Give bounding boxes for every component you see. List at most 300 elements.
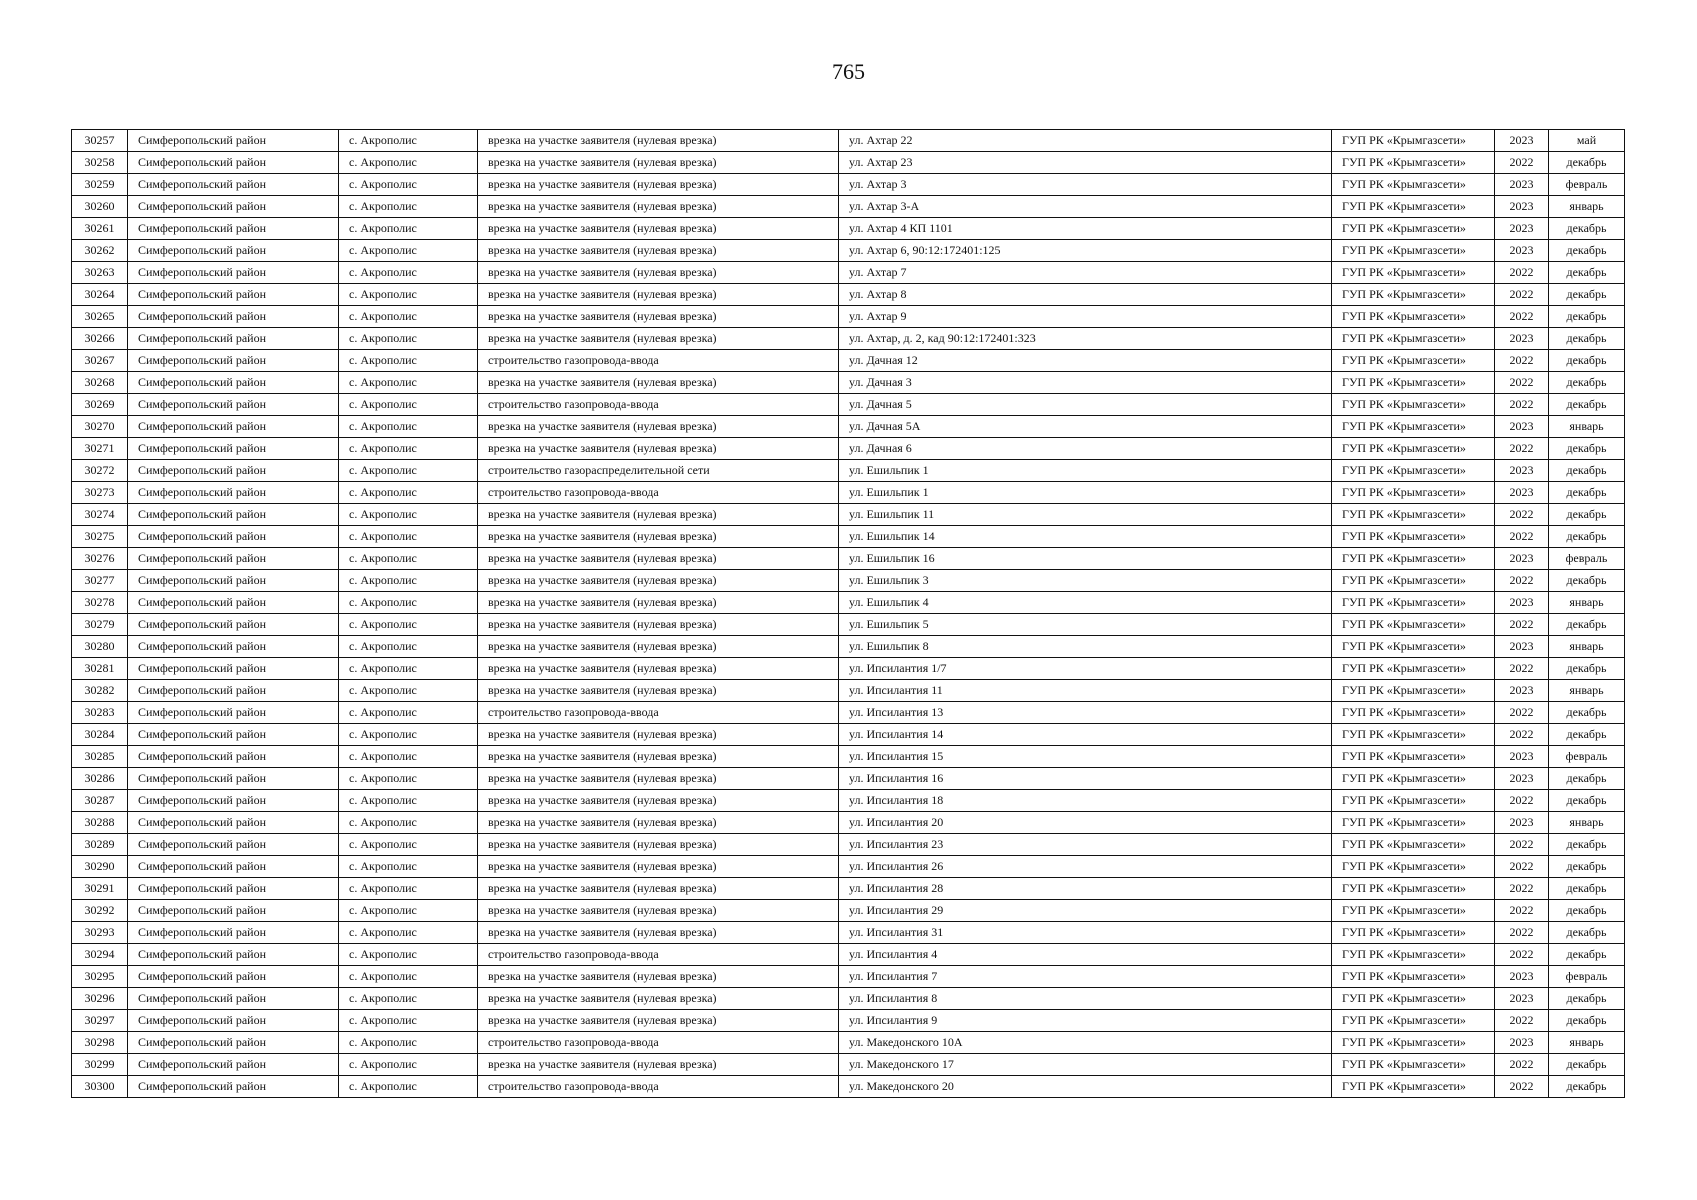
row-number-cell: 30291: [72, 878, 128, 900]
address-cell: ул. Дачная 5А: [839, 416, 1332, 438]
address-cell: ул. Ипсилантия 4: [839, 944, 1332, 966]
locality-cell: с. Акрополис: [339, 328, 478, 350]
address-cell: ул. Ешильпик 16: [839, 548, 1332, 570]
organization-cell: ГУП РК «Крымгазсети»: [1332, 570, 1495, 592]
year-cell: 2022: [1495, 1010, 1549, 1032]
work-type-cell: врезка на участке заявителя (нулевая врезка): [478, 856, 839, 878]
month-cell: декабрь: [1549, 988, 1625, 1010]
month-cell: декабрь: [1549, 262, 1625, 284]
month-cell: май: [1549, 130, 1625, 152]
address-cell: ул. Ипсилантия 26: [839, 856, 1332, 878]
locality-cell: с. Акрополис: [339, 658, 478, 680]
row-number-cell: 30294: [72, 944, 128, 966]
year-cell: 2023: [1495, 812, 1549, 834]
row-number-cell: 30288: [72, 812, 128, 834]
row-number-cell: 30276: [72, 548, 128, 570]
district-cell: Симферопольский район: [128, 526, 339, 548]
organization-cell: ГУП РК «Крымгазсети»: [1332, 746, 1495, 768]
work-type-cell: врезка на участке заявителя (нулевая врезка): [478, 636, 839, 658]
organization-cell: ГУП РК «Крымгазсети»: [1332, 988, 1495, 1010]
row-number-cell: 30278: [72, 592, 128, 614]
table-row: [72, 460, 1625, 482]
address-cell: ул. Ешильпик 14: [839, 526, 1332, 548]
organization-cell: ГУП РК «Крымгазсети»: [1332, 504, 1495, 526]
address-cell: ул. Дачная 6: [839, 438, 1332, 460]
organization-cell: ГУП РК «Крымгазсети»: [1332, 218, 1495, 240]
year-cell: 2023: [1495, 768, 1549, 790]
table-row: [72, 900, 1625, 922]
locality-cell: с. Акрополис: [339, 482, 478, 504]
month-cell: декабрь: [1549, 944, 1625, 966]
address-cell: ул. Ахтар 3: [839, 174, 1332, 196]
district-cell: Симферопольский район: [128, 130, 339, 152]
address-cell: ул. Ешильпик 1: [839, 460, 1332, 482]
work-type-cell: врезка на участке заявителя (нулевая врезка): [478, 922, 839, 944]
year-cell: 2022: [1495, 262, 1549, 284]
organization-cell: ГУП РК «Крымгазсети»: [1332, 328, 1495, 350]
month-cell: декабрь: [1549, 724, 1625, 746]
month-cell: декабрь: [1549, 768, 1625, 790]
year-cell: 2023: [1495, 174, 1549, 196]
work-type-cell: врезка на участке заявителя (нулевая врезка): [478, 416, 839, 438]
address-cell: ул. Ешильпик 11: [839, 504, 1332, 526]
district-cell: Симферопольский район: [128, 900, 339, 922]
organization-cell: ГУП РК «Крымгазсети»: [1332, 724, 1495, 746]
work-type-cell: врезка на участке заявителя (нулевая врезка): [478, 834, 839, 856]
district-cell: Симферопольский район: [128, 218, 339, 240]
row-number-cell: 30265: [72, 306, 128, 328]
month-cell: декабрь: [1549, 240, 1625, 262]
work-type-cell: врезка на участке заявителя (нулевая врезка): [478, 768, 839, 790]
month-cell: декабрь: [1549, 460, 1625, 482]
month-cell: январь: [1549, 592, 1625, 614]
row-number-cell: 30259: [72, 174, 128, 196]
district-cell: Симферопольский район: [128, 306, 339, 328]
address-cell: ул. Ипсилантия 31: [839, 922, 1332, 944]
district-cell: Симферопольский район: [128, 812, 339, 834]
month-cell: декабрь: [1549, 570, 1625, 592]
locality-cell: с. Акрополис: [339, 526, 478, 548]
table-row: [72, 438, 1625, 460]
locality-cell: с. Акрополис: [339, 218, 478, 240]
organization-cell: ГУП РК «Крымгазсети»: [1332, 1054, 1495, 1076]
address-cell: ул. Ахтар, д. 2, кад 90:12:172401:323: [839, 328, 1332, 350]
address-cell: ул. Ахтар 9: [839, 306, 1332, 328]
district-cell: Симферопольский район: [128, 394, 339, 416]
month-cell: февраль: [1549, 174, 1625, 196]
district-cell: Симферопольский район: [128, 592, 339, 614]
row-number-cell: 30272: [72, 460, 128, 482]
address-cell: ул. Ипсилантия 23: [839, 834, 1332, 856]
address-cell: ул. Ипсилантия 16: [839, 768, 1332, 790]
table-row: [72, 196, 1625, 218]
organization-cell: ГУП РК «Крымгазсети»: [1332, 1010, 1495, 1032]
work-type-cell: врезка на участке заявителя (нулевая врезка): [478, 306, 839, 328]
organization-cell: ГУП РК «Крымгазсети»: [1332, 526, 1495, 548]
month-cell: декабрь: [1549, 658, 1625, 680]
table-row: [72, 834, 1625, 856]
district-cell: Симферопольский район: [128, 372, 339, 394]
locality-cell: с. Акрополис: [339, 922, 478, 944]
organization-cell: ГУП РК «Крымгазсети»: [1332, 856, 1495, 878]
row-number-cell: 30284: [72, 724, 128, 746]
month-cell: декабрь: [1549, 702, 1625, 724]
row-number-cell: 30263: [72, 262, 128, 284]
table-row: [72, 658, 1625, 680]
work-type-cell: врезка на участке заявителя (нулевая врезка): [478, 372, 839, 394]
month-cell: январь: [1549, 1032, 1625, 1054]
year-cell: 2022: [1495, 350, 1549, 372]
organization-cell: ГУП РК «Крымгазсети»: [1332, 174, 1495, 196]
district-cell: Симферопольский район: [128, 746, 339, 768]
table-row: [72, 592, 1625, 614]
month-cell: январь: [1549, 636, 1625, 658]
organization-cell: ГУП РК «Крымгазсети»: [1332, 130, 1495, 152]
organization-cell: ГУП РК «Крымгазсети»: [1332, 592, 1495, 614]
table-row: [72, 702, 1625, 724]
organization-cell: ГУП РК «Крымгазсети»: [1332, 966, 1495, 988]
year-cell: 2022: [1495, 306, 1549, 328]
month-cell: декабрь: [1549, 482, 1625, 504]
address-cell: ул. Ахтар 23: [839, 152, 1332, 174]
address-cell: ул. Ипсилантия 29: [839, 900, 1332, 922]
row-number-cell: 30290: [72, 856, 128, 878]
year-cell: 2022: [1495, 570, 1549, 592]
address-cell: ул. Ешильпик 3: [839, 570, 1332, 592]
work-type-cell: врезка на участке заявителя (нулевая врезка): [478, 526, 839, 548]
month-cell: декабрь: [1549, 350, 1625, 372]
district-cell: Симферопольский район: [128, 1054, 339, 1076]
month-cell: декабрь: [1549, 614, 1625, 636]
row-number-cell: 30262: [72, 240, 128, 262]
table-row: [72, 372, 1625, 394]
table-row: [72, 636, 1625, 658]
district-cell: Симферопольский район: [128, 614, 339, 636]
table-row: [72, 218, 1625, 240]
registry-table: [71, 129, 1625, 1098]
organization-cell: ГУП РК «Крымгазсети»: [1332, 812, 1495, 834]
district-cell: Симферопольский район: [128, 350, 339, 372]
district-cell: Симферопольский район: [128, 724, 339, 746]
district-cell: Симферопольский район: [128, 878, 339, 900]
row-number-cell: 30300: [72, 1076, 128, 1098]
work-type-cell: строительство газопровода-ввода: [478, 482, 839, 504]
work-type-cell: врезка на участке заявителя (нулевая врезка): [478, 900, 839, 922]
year-cell: 2022: [1495, 284, 1549, 306]
month-cell: декабрь: [1549, 306, 1625, 328]
work-type-cell: врезка на участке заявителя (нулевая врезка): [478, 966, 839, 988]
organization-cell: ГУП РК «Крымгазсети»: [1332, 834, 1495, 856]
row-number-cell: 30289: [72, 834, 128, 856]
year-cell: 2022: [1495, 790, 1549, 812]
locality-cell: с. Акрополис: [339, 152, 478, 174]
address-cell: ул. Ешильпик 1: [839, 482, 1332, 504]
district-cell: Симферопольский район: [128, 658, 339, 680]
table-row: [72, 922, 1625, 944]
work-type-cell: строительство газопровода-ввода: [478, 1032, 839, 1054]
year-cell: 2022: [1495, 504, 1549, 526]
row-number-cell: 30285: [72, 746, 128, 768]
locality-cell: с. Акрополис: [339, 702, 478, 724]
work-type-cell: врезка на участке заявителя (нулевая врезка): [478, 196, 839, 218]
row-number-cell: 30280: [72, 636, 128, 658]
table-row: [72, 1010, 1625, 1032]
organization-cell: ГУП РК «Крымгазсети»: [1332, 460, 1495, 482]
work-type-cell: врезка на участке заявителя (нулевая врезка): [478, 130, 839, 152]
district-cell: Симферопольский район: [128, 504, 339, 526]
year-cell: 2023: [1495, 1032, 1549, 1054]
locality-cell: с. Акрополис: [339, 284, 478, 306]
address-cell: ул. Ипсилантия 9: [839, 1010, 1332, 1032]
locality-cell: с. Акрополис: [339, 1054, 478, 1076]
row-number-cell: 30286: [72, 768, 128, 790]
organization-cell: ГУП РК «Крымгазсети»: [1332, 240, 1495, 262]
table-row: [72, 526, 1625, 548]
table-row: [72, 724, 1625, 746]
district-cell: Симферопольский район: [128, 636, 339, 658]
locality-cell: с. Акрополис: [339, 130, 478, 152]
district-cell: Симферопольский район: [128, 1010, 339, 1032]
year-cell: 2023: [1495, 548, 1549, 570]
year-cell: 2022: [1495, 526, 1549, 548]
locality-cell: с. Акрополис: [339, 856, 478, 878]
locality-cell: с. Акрополис: [339, 944, 478, 966]
work-type-cell: врезка на участке заявителя (нулевая врезка): [478, 878, 839, 900]
district-cell: Симферопольский район: [128, 1032, 339, 1054]
row-number-cell: 30282: [72, 680, 128, 702]
organization-cell: ГУП РК «Крымгазсети»: [1332, 922, 1495, 944]
work-type-cell: врезка на участке заявителя (нулевая врезка): [478, 592, 839, 614]
locality-cell: с. Акрополис: [339, 262, 478, 284]
address-cell: ул. Ахтар 7: [839, 262, 1332, 284]
address-cell: ул. Ипсилантия 20: [839, 812, 1332, 834]
organization-cell: ГУП РК «Крымгазсети»: [1332, 416, 1495, 438]
table-row: [72, 1076, 1625, 1098]
locality-cell: с. Акрополис: [339, 1076, 478, 1098]
organization-cell: ГУП РК «Крымгазсети»: [1332, 878, 1495, 900]
work-type-cell: врезка на участке заявителя (нулевая врезка): [478, 174, 839, 196]
locality-cell: с. Акрополис: [339, 240, 478, 262]
district-cell: Симферопольский район: [128, 460, 339, 482]
district-cell: Симферопольский район: [128, 570, 339, 592]
locality-cell: с. Акрополис: [339, 394, 478, 416]
address-cell: ул. Ешильпик 5: [839, 614, 1332, 636]
locality-cell: с. Акрополис: [339, 812, 478, 834]
organization-cell: ГУП РК «Крымгазсети»: [1332, 614, 1495, 636]
year-cell: 2023: [1495, 460, 1549, 482]
table-row: [72, 768, 1625, 790]
month-cell: декабрь: [1549, 328, 1625, 350]
year-cell: 2022: [1495, 878, 1549, 900]
locality-cell: с. Акрополис: [339, 768, 478, 790]
locality-cell: с. Акрополис: [339, 1032, 478, 1054]
month-cell: февраль: [1549, 548, 1625, 570]
table-row: [72, 174, 1625, 196]
year-cell: 2023: [1495, 130, 1549, 152]
organization-cell: ГУП РК «Крымгазсети»: [1332, 394, 1495, 416]
row-number-cell: 30267: [72, 350, 128, 372]
work-type-cell: врезка на участке заявителя (нулевая врезка): [478, 988, 839, 1010]
row-number-cell: 30257: [72, 130, 128, 152]
row-number-cell: 30298: [72, 1032, 128, 1054]
month-cell: январь: [1549, 680, 1625, 702]
organization-cell: ГУП РК «Крымгазсети»: [1332, 438, 1495, 460]
month-cell: декабрь: [1549, 1076, 1625, 1098]
work-type-cell: врезка на участке заявителя (нулевая врезка): [478, 812, 839, 834]
address-cell: ул. Ипсилантия 15: [839, 746, 1332, 768]
work-type-cell: строительство газопровода-ввода: [478, 1076, 839, 1098]
district-cell: Симферопольский район: [128, 284, 339, 306]
work-type-cell: строительство газораспределительной сети: [478, 460, 839, 482]
table-row: [72, 790, 1625, 812]
year-cell: 2023: [1495, 196, 1549, 218]
row-number-cell: 30295: [72, 966, 128, 988]
month-cell: декабрь: [1549, 218, 1625, 240]
organization-cell: ГУП РК «Крымгазсети»: [1332, 680, 1495, 702]
locality-cell: с. Акрополис: [339, 438, 478, 460]
work-type-cell: врезка на участке заявителя (нулевая врезка): [478, 1010, 839, 1032]
locality-cell: с. Акрополис: [339, 1010, 478, 1032]
work-type-cell: врезка на участке заявителя (нулевая врезка): [478, 658, 839, 680]
locality-cell: с. Акрополис: [339, 746, 478, 768]
work-type-cell: врезка на участке заявителя (нулевая врезка): [478, 724, 839, 746]
locality-cell: с. Акрополис: [339, 966, 478, 988]
district-cell: Симферопольский район: [128, 262, 339, 284]
organization-cell: ГУП РК «Крымгазсети»: [1332, 658, 1495, 680]
table-row: [72, 548, 1625, 570]
row-number-cell: 30264: [72, 284, 128, 306]
row-number-cell: 30279: [72, 614, 128, 636]
row-number-cell: 30258: [72, 152, 128, 174]
locality-cell: с. Акрополис: [339, 196, 478, 218]
year-cell: 2023: [1495, 592, 1549, 614]
month-cell: январь: [1549, 812, 1625, 834]
district-cell: Симферопольский район: [128, 328, 339, 350]
year-cell: 2022: [1495, 614, 1549, 636]
address-cell: ул. Дачная 5: [839, 394, 1332, 416]
work-type-cell: врезка на участке заявителя (нулевая врезка): [478, 504, 839, 526]
locality-cell: с. Акрополис: [339, 460, 478, 482]
month-cell: декабрь: [1549, 900, 1625, 922]
year-cell: 2023: [1495, 218, 1549, 240]
address-cell: ул. Ипсилантия 11: [839, 680, 1332, 702]
year-cell: 2022: [1495, 922, 1549, 944]
organization-cell: ГУП РК «Крымгазсети»: [1332, 372, 1495, 394]
row-number-cell: 30283: [72, 702, 128, 724]
table-row: [72, 130, 1625, 152]
year-cell: 2022: [1495, 152, 1549, 174]
locality-cell: с. Акрополис: [339, 372, 478, 394]
registry-table-container: [71, 129, 1624, 1098]
district-cell: Симферопольский район: [128, 680, 339, 702]
row-number-cell: 30299: [72, 1054, 128, 1076]
row-number-cell: 30270: [72, 416, 128, 438]
year-cell: 2023: [1495, 966, 1549, 988]
year-cell: 2023: [1495, 988, 1549, 1010]
row-number-cell: 30261: [72, 218, 128, 240]
locality-cell: с. Акрополис: [339, 636, 478, 658]
organization-cell: ГУП РК «Крымгазсети»: [1332, 284, 1495, 306]
table-row: [72, 394, 1625, 416]
row-number-cell: 30297: [72, 1010, 128, 1032]
district-cell: Симферопольский район: [128, 702, 339, 724]
address-cell: ул. Ахтар 4 КП 1101: [839, 218, 1332, 240]
month-cell: январь: [1549, 416, 1625, 438]
row-number-cell: 30268: [72, 372, 128, 394]
table-row: [72, 746, 1625, 768]
month-cell: декабрь: [1549, 834, 1625, 856]
locality-cell: с. Акрополис: [339, 790, 478, 812]
table-row: [72, 856, 1625, 878]
table-row: [72, 416, 1625, 438]
district-cell: Симферопольский район: [128, 790, 339, 812]
work-type-cell: строительство газопровода-ввода: [478, 702, 839, 724]
locality-cell: с. Акрополис: [339, 504, 478, 526]
page-number: 765: [832, 59, 865, 84]
row-number-cell: 30281: [72, 658, 128, 680]
address-cell: ул. Ипсилантия 1/7: [839, 658, 1332, 680]
row-number-cell: 30260: [72, 196, 128, 218]
district-cell: Симферопольский район: [128, 416, 339, 438]
organization-cell: ГУП РК «Крымгазсети»: [1332, 262, 1495, 284]
registry-table-body: [72, 130, 1625, 1098]
organization-cell: ГУП РК «Крымгазсети»: [1332, 306, 1495, 328]
row-number-cell: 30296: [72, 988, 128, 1010]
work-type-cell: строительство газопровода-ввода: [478, 944, 839, 966]
year-cell: 2022: [1495, 438, 1549, 460]
organization-cell: ГУП РК «Крымгазсети»: [1332, 1076, 1495, 1098]
work-type-cell: врезка на участке заявителя (нулевая врезка): [478, 240, 839, 262]
locality-cell: с. Акрополис: [339, 614, 478, 636]
address-cell: ул. Ипсилантия 7: [839, 966, 1332, 988]
table-row: [72, 262, 1625, 284]
month-cell: декабрь: [1549, 284, 1625, 306]
table-row: [72, 152, 1625, 174]
organization-cell: ГУП РК «Крымгазсети»: [1332, 900, 1495, 922]
address-cell: ул. Дачная 12: [839, 350, 1332, 372]
table-row: [72, 1054, 1625, 1076]
locality-cell: с. Акрополис: [339, 900, 478, 922]
table-row: [72, 482, 1625, 504]
locality-cell: с. Акрополис: [339, 548, 478, 570]
table-row: [72, 812, 1625, 834]
locality-cell: с. Акрополис: [339, 878, 478, 900]
work-type-cell: врезка на участке заявителя (нулевая врезка): [478, 262, 839, 284]
year-cell: 2023: [1495, 240, 1549, 262]
organization-cell: ГУП РК «Крымгазсети»: [1332, 1032, 1495, 1054]
month-cell: декабрь: [1549, 394, 1625, 416]
month-cell: декабрь: [1549, 152, 1625, 174]
district-cell: Симферопольский район: [128, 988, 339, 1010]
year-cell: 2023: [1495, 636, 1549, 658]
year-cell: 2022: [1495, 724, 1549, 746]
work-type-cell: врезка на участке заявителя (нулевая врезка): [478, 1054, 839, 1076]
locality-cell: с. Акрополис: [339, 570, 478, 592]
district-cell: Симферопольский район: [128, 768, 339, 790]
row-number-cell: 30274: [72, 504, 128, 526]
row-number-cell: 30292: [72, 900, 128, 922]
address-cell: ул. Ахтар 6, 90:12:172401:125: [839, 240, 1332, 262]
address-cell: ул. Дачная 3: [839, 372, 1332, 394]
month-cell: декабрь: [1549, 1010, 1625, 1032]
row-number-cell: 30293: [72, 922, 128, 944]
year-cell: 2022: [1495, 702, 1549, 724]
year-cell: 2023: [1495, 328, 1549, 350]
work-type-cell: врезка на участке заявителя (нулевая врезка): [478, 614, 839, 636]
locality-cell: с. Акрополис: [339, 834, 478, 856]
year-cell: 2023: [1495, 746, 1549, 768]
work-type-cell: врезка на участке заявителя (нулевая врезка): [478, 548, 839, 570]
